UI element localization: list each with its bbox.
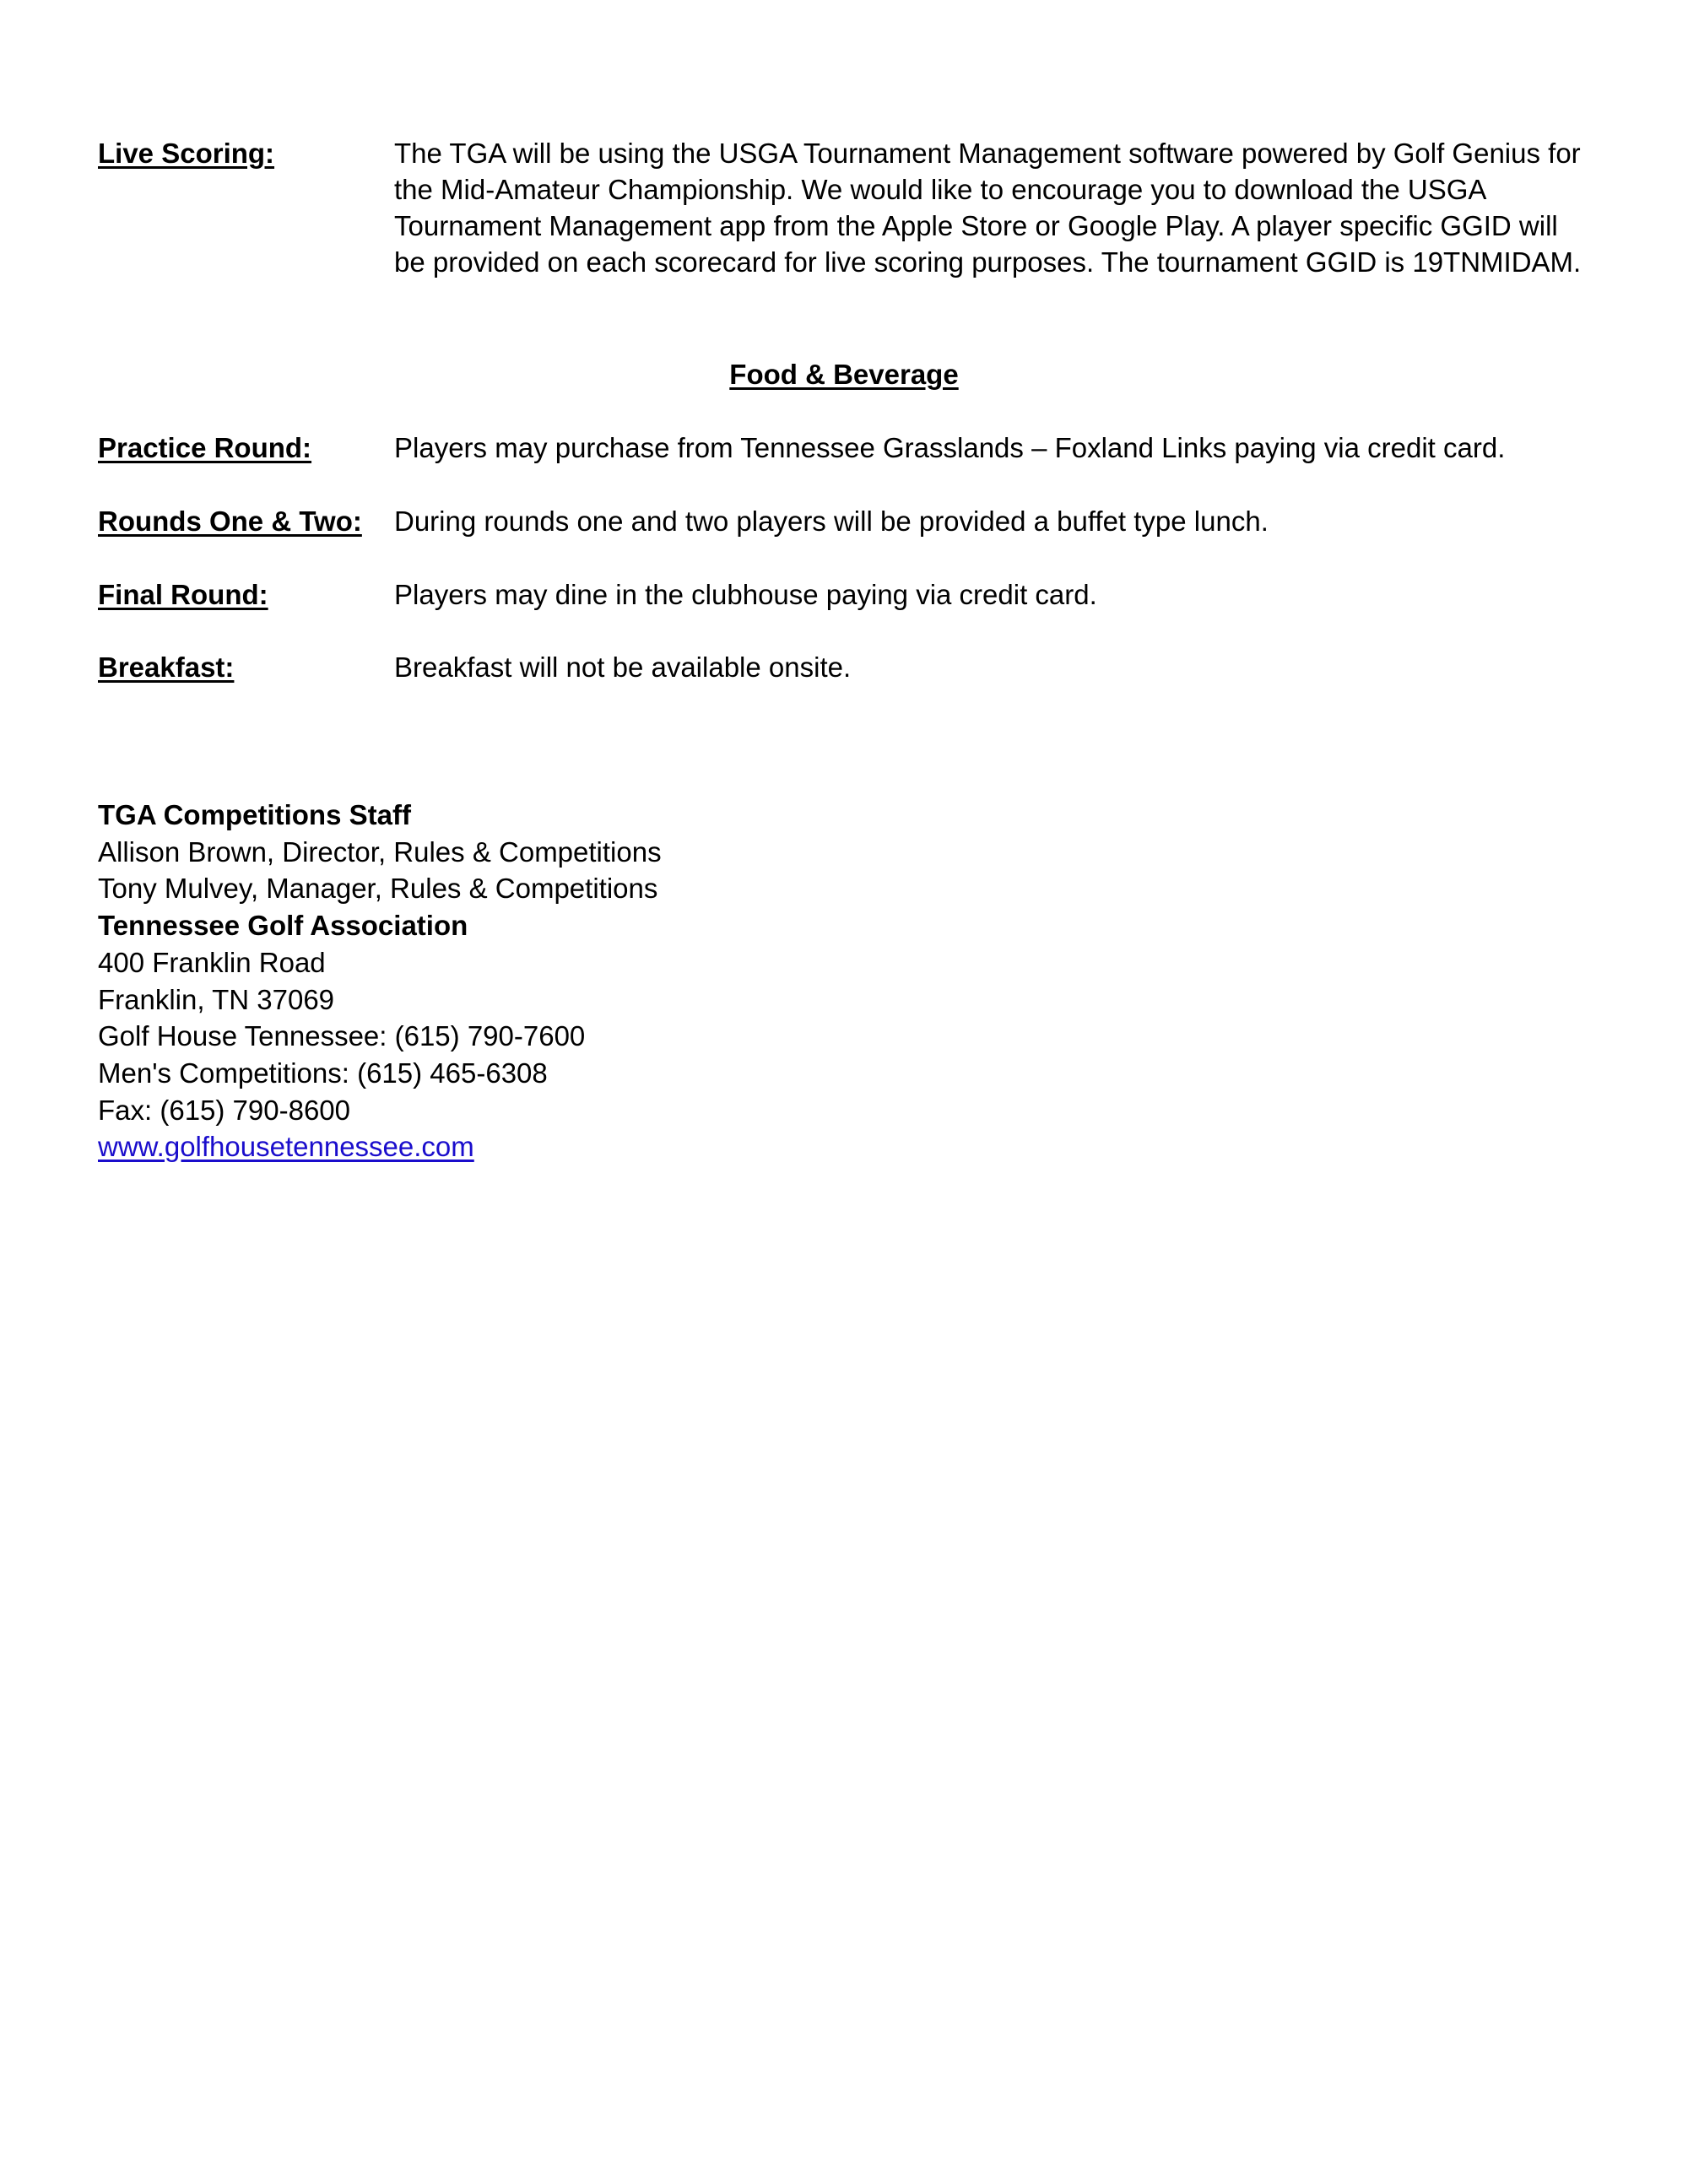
breakfast-label: Breakfast:	[98, 651, 235, 683]
contact-block	[98, 797, 662, 1165]
address-street: 400 Franklin Road	[98, 946, 326, 978]
staff-heading: TGA Competitions Staff	[98, 799, 411, 830]
rounds-one-two-text: During rounds one and two players will be provided a buffet type lunch.	[394, 505, 1269, 537]
practice-round-text: Players may purchase from Tennessee Grasslands – Foxland Links paying via credit card.	[394, 432, 1506, 463]
organization-name: Tennessee Golf Association	[98, 910, 468, 942]
food-beverage-heading: Food & Beverage	[729, 359, 959, 390]
breakfast-text: Breakfast will not be available onsite.	[394, 651, 852, 683]
live-scoring-label: Live Scoring:	[98, 138, 275, 169]
practice-round-label: Practice Round:	[98, 432, 312, 463]
staff-member-manager: Tony Mulvey, Manager, Rules & Competitions	[98, 873, 658, 905]
phone-mens-competitions: Men's Competitions: (615) 465-6308	[98, 1057, 548, 1089]
phone-main: Golf House Tennessee: (615) 790-7600	[98, 1020, 586, 1052]
rounds-one-two-label: Rounds One & Two:	[98, 505, 362, 537]
address-city: Franklin, TN 37069	[98, 983, 335, 1015]
final-round-text: Players may dine in the clubhouse paying via credit card.	[394, 579, 1097, 610]
website-link[interactable]: www.golfhousetennessee.com	[98, 1131, 474, 1163]
staff-member-director: Allison Brown, Director, Rules & Competitions	[98, 835, 662, 868]
fax-number: Fax: (615) 790-8600	[98, 1094, 351, 1126]
final-round-label: Final Round:	[98, 579, 268, 610]
live-scoring-text: The TGA will be using the USGA Tournament Management software powered by Golf Genius for the Mid-Amateur Championship. We would like to encourage you to download the USGA Tournament Management app from the Apple Store or Google Play. A player specific GGID will be provided on each scorecard for live scoring purposes. The tournament GGID is 19TNMIDAM.	[394, 138, 1582, 278]
